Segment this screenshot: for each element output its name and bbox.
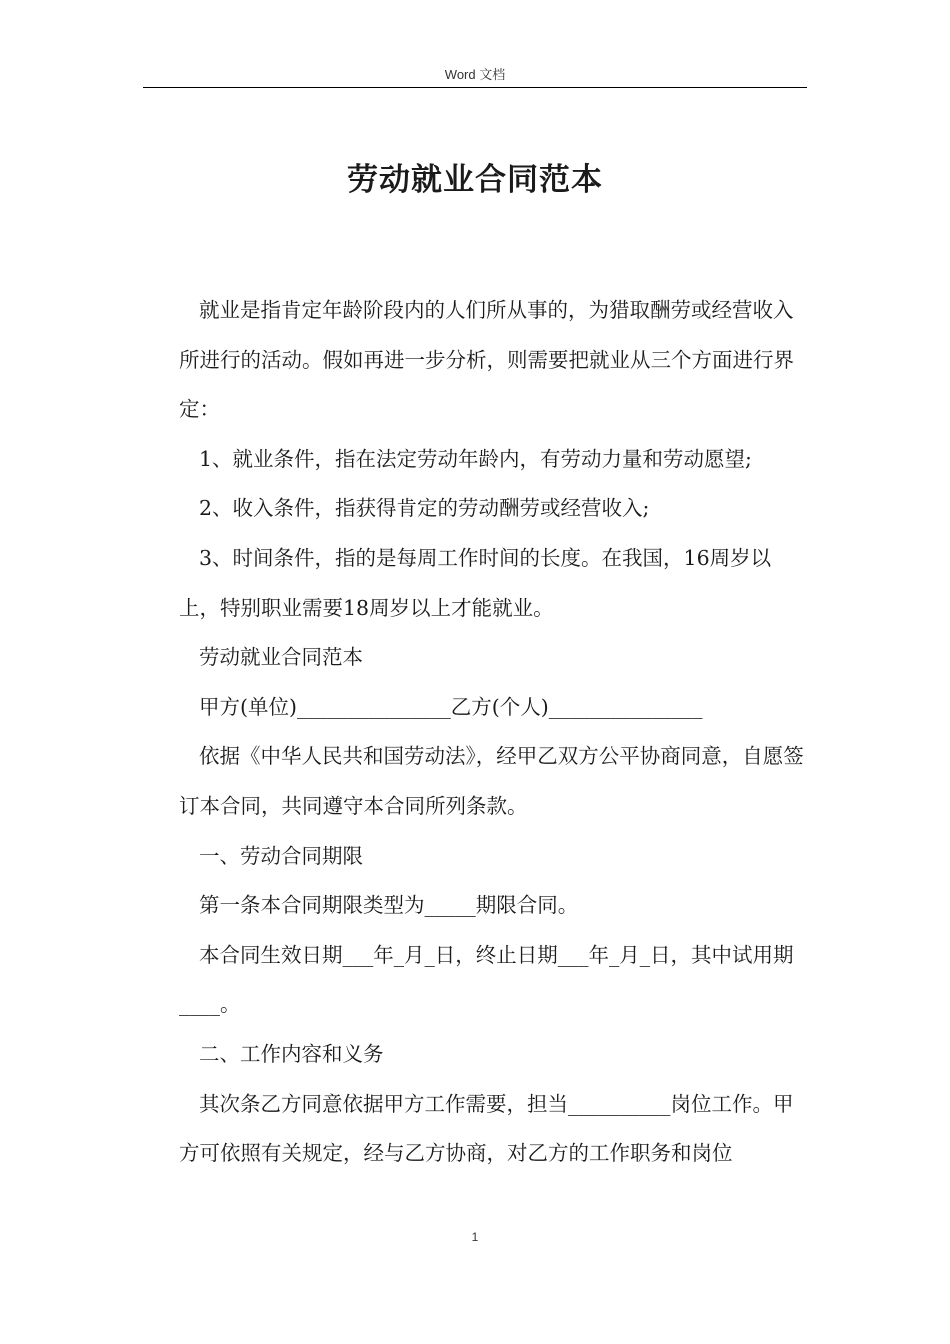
paragraph-intro: 就业是指肯定年龄阶段内的人们所从事的，为猎取酬劳或经营收入所进行的活动。假如再进一步分析，则需要把就业从三个方面进行界定： — [179, 298, 794, 422]
paragraph-parties: 甲方(单位)_______________乙方(个人)_______________ — [199, 694, 703, 719]
paragraph-contract-heading: 劳动就业合同范本 — [199, 645, 363, 670]
paragraph-basis: 依据《中华人民共和国劳动法》，经甲乙双方公平协商同意，自愿签订本合同，共同遵守本合同所列条款。 — [179, 744, 804, 818]
document-title: 劳动就业合同范本 — [347, 162, 603, 198]
document-body — [179, 286, 809, 1179]
section-heading-term: 一、劳动合同期限 — [199, 843, 363, 868]
header-divider — [143, 87, 807, 88]
paragraph-condition-3: 3、时间条件，指的是每周工作时间的长度。在我国，16周岁以上，特别职业需要18周岁以上才能就业。 — [179, 545, 772, 620]
paragraph-effective-date: 本合同生效日期___年_月_日，终止日期___年_月_日，其中试用期____。 — [179, 942, 794, 1017]
section-heading-duties: 二、工作内容和义务 — [199, 1041, 384, 1066]
page-number: 1 — [471, 1230, 479, 1244]
page-header: Word 文档 — [444, 67, 506, 82]
paragraph-condition-2: 2、收入条件，指获得肯定的劳动酬劳或经营收入; — [199, 496, 650, 521]
paragraph-condition-1: 1、就业条件，指在法定劳动年龄内，有劳动力量和劳动愿望; — [199, 446, 752, 471]
paragraph-article-2: 其次条乙方同意依据甲方工作需要，担当__________岗位工作。甲方可依照有关规定，经与乙方协商，对乙方的工作职务和岗位 — [179, 1091, 794, 1166]
paragraph-article-1: 第一条本合同期限类型为_____期限合同。 — [199, 893, 579, 918]
